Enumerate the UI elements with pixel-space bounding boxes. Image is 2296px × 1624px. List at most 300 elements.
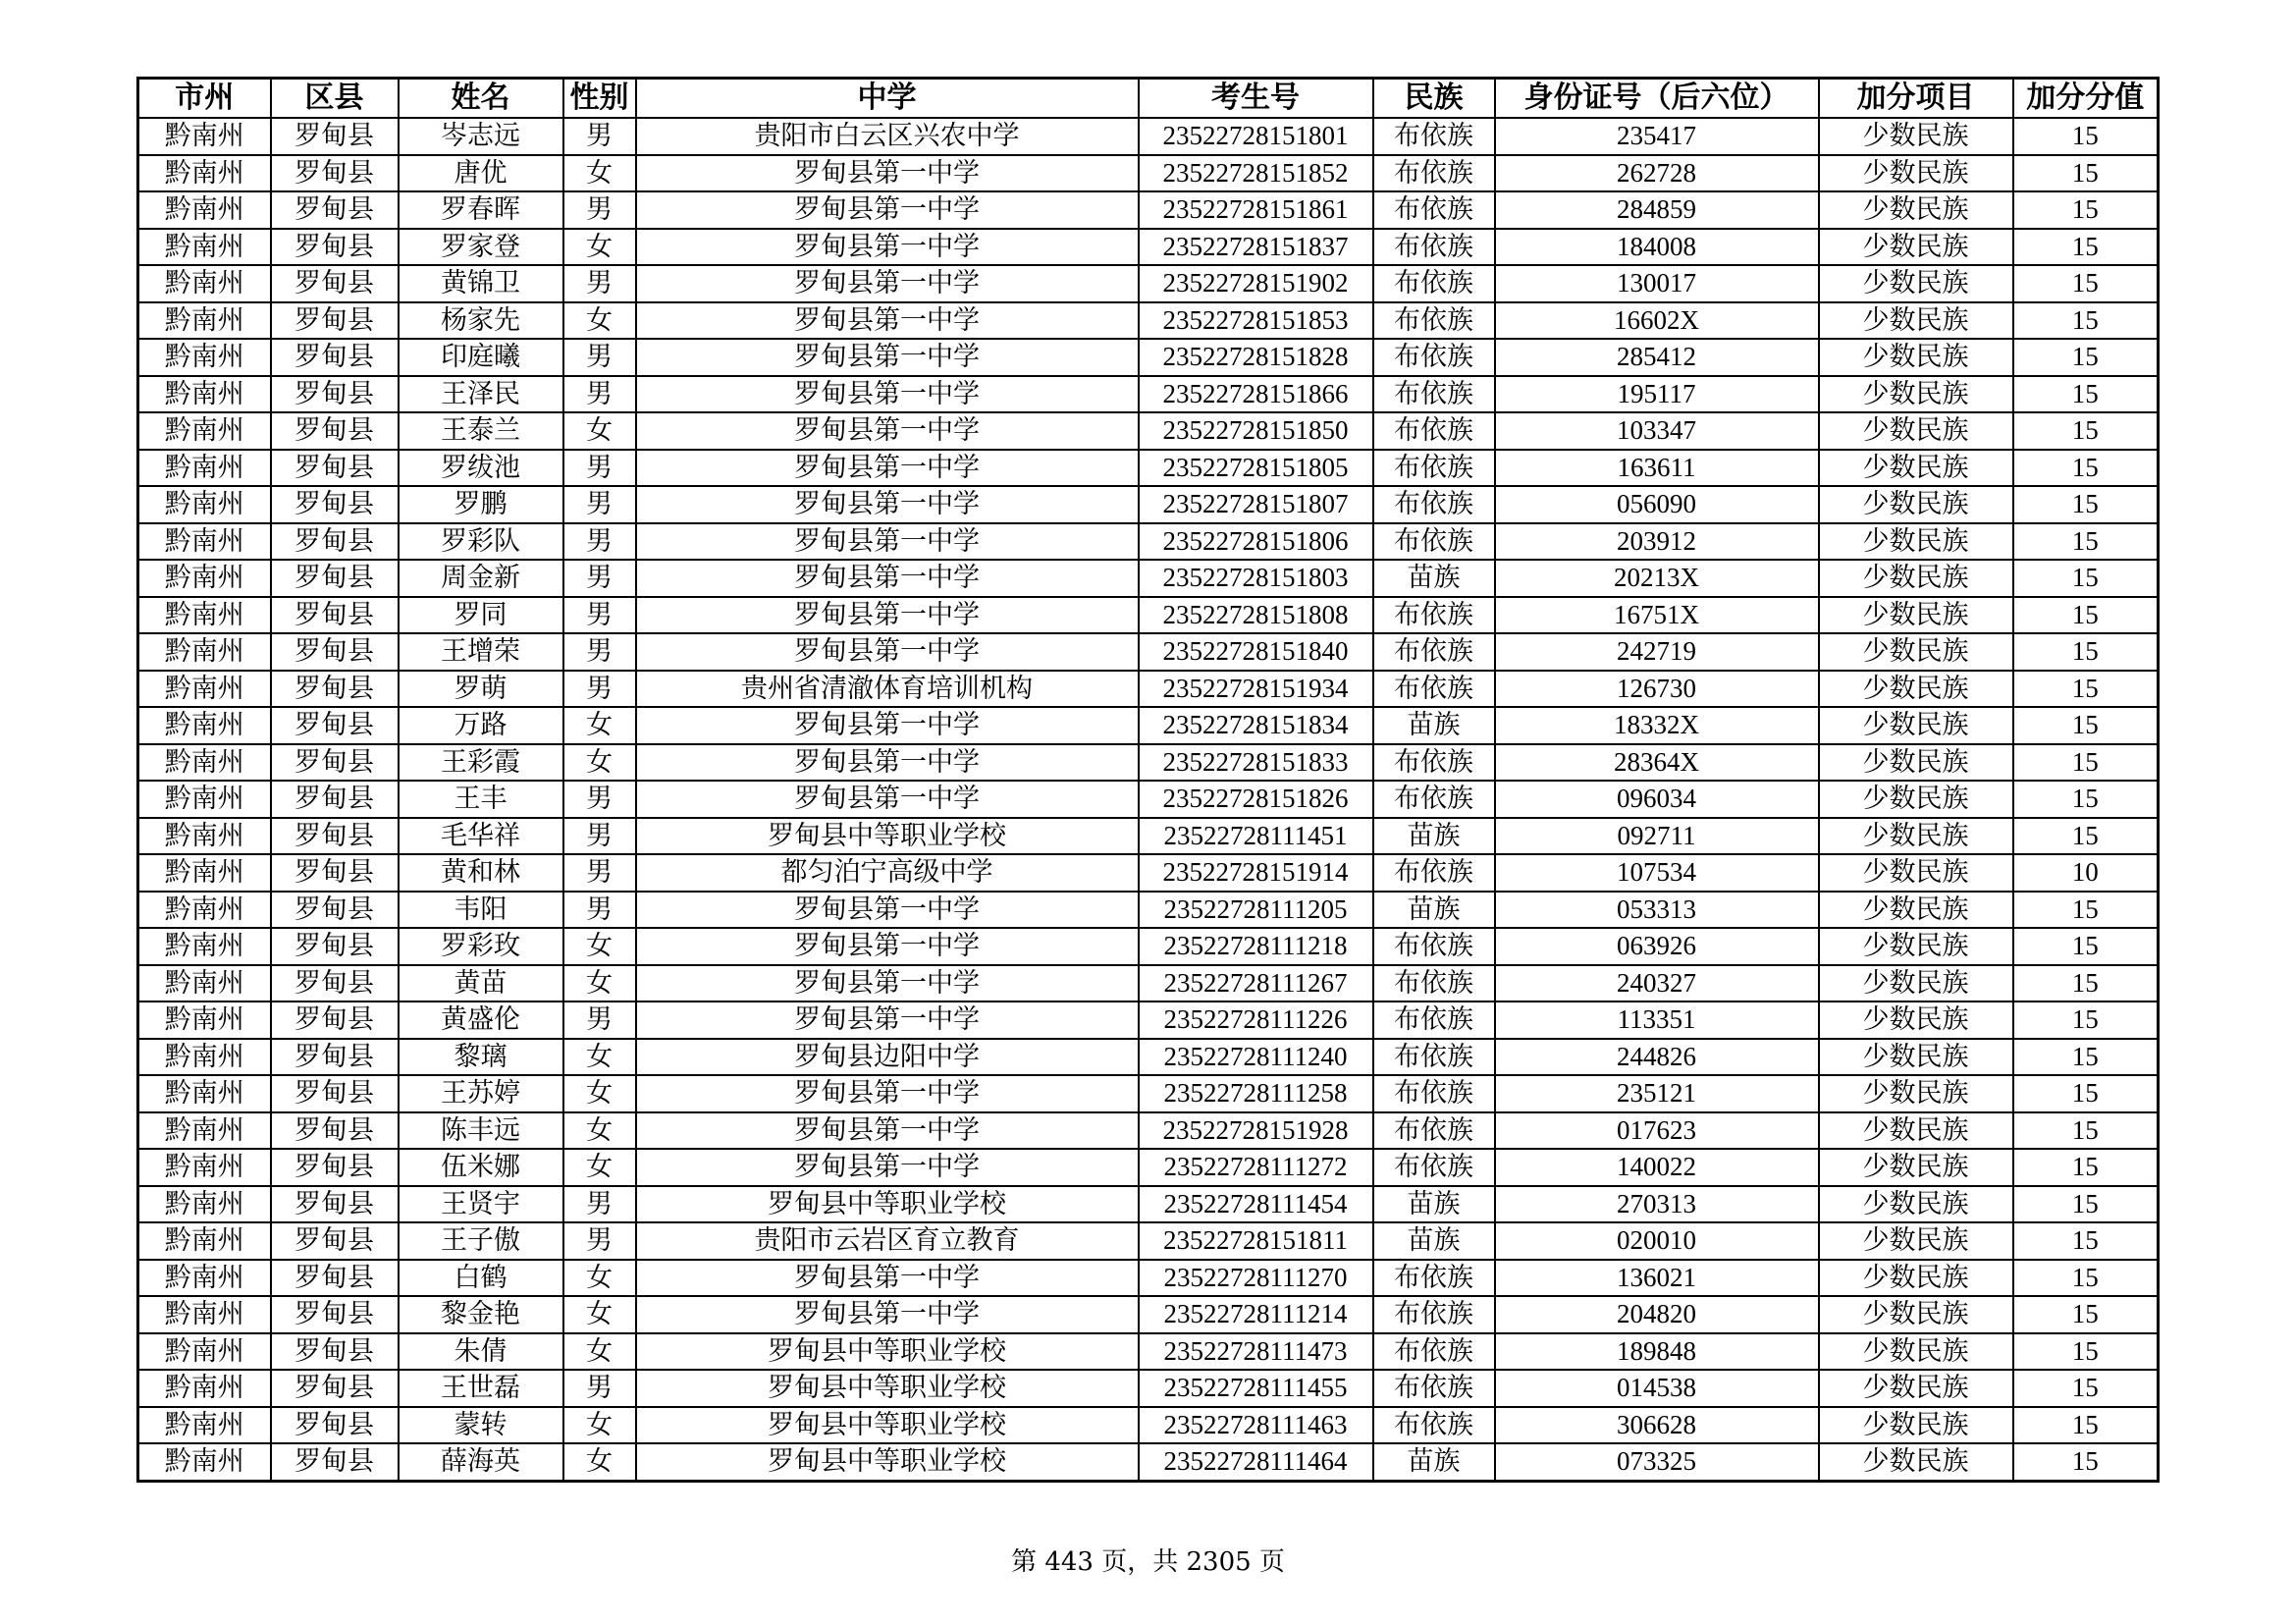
cell-id-last-six: 103347	[1495, 412, 1819, 450]
cell-city: 黔南州	[138, 854, 271, 892]
cell-bonus-item: 少数民族	[1819, 892, 2013, 929]
cell-school: 罗甸县第一中学	[636, 633, 1139, 671]
cell-bonus-item: 少数民族	[1819, 1222, 2013, 1260]
cell-bonus-points: 15	[2013, 1039, 2159, 1076]
cell-bonus-points: 15	[2013, 1333, 2159, 1371]
cell-gender: 男	[563, 191, 636, 229]
cell-name: 王世磊	[399, 1370, 563, 1407]
cell-city: 黔南州	[138, 928, 271, 965]
cell-school: 罗甸县第一中学	[636, 781, 1139, 818]
cell-name: 王贤宇	[399, 1186, 563, 1223]
cell-exam-number: 23522728111218	[1139, 928, 1373, 965]
cell-id-last-six: 195117	[1495, 376, 1819, 413]
cell-name: 陈丰远	[399, 1112, 563, 1150]
cell-name: 罗彩玫	[399, 928, 563, 965]
cell-city: 黔南州	[138, 1333, 271, 1371]
cell-school: 罗甸县第一中学	[636, 1075, 1139, 1112]
cell-bonus-item: 少数民族	[1819, 707, 2013, 744]
cell-bonus-item: 少数民族	[1819, 1407, 2013, 1444]
cell-county: 罗甸县	[271, 560, 399, 597]
cell-gender: 男	[563, 450, 636, 487]
cell-ethnicity: 布依族	[1373, 1075, 1495, 1112]
cell-city: 黔南州	[138, 1186, 271, 1223]
cell-bonus-points: 15	[2013, 523, 2159, 561]
cell-county: 罗甸县	[271, 155, 399, 192]
cell-city: 黔南州	[138, 229, 271, 266]
cell-id-last-six: 16751X	[1495, 597, 1819, 634]
cell-bonus-item: 少数民族	[1819, 781, 2013, 818]
cell-gender: 女	[563, 412, 636, 450]
cell-school: 罗甸县第一中学	[636, 450, 1139, 487]
header-bonus-points: 加分分值	[2013, 79, 2159, 119]
cell-id-last-six: 235417	[1495, 118, 1819, 155]
table-row	[138, 1296, 2159, 1333]
cell-gender: 男	[563, 523, 636, 561]
cell-exam-number: 23522728111270	[1139, 1260, 1373, 1297]
cell-gender: 女	[563, 1296, 636, 1333]
cell-city: 黔南州	[138, 1149, 271, 1186]
cell-id-last-six: 16602X	[1495, 302, 1819, 340]
cell-ethnicity: 苗族	[1373, 892, 1495, 929]
cell-id-last-six: 130017	[1495, 265, 1819, 302]
cell-school: 罗甸县第一中学	[636, 486, 1139, 523]
cell-school: 罗甸县第一中学	[636, 523, 1139, 561]
cell-name: 万路	[399, 707, 563, 744]
cell-name: 唐优	[399, 155, 563, 192]
cell-exam-number: 23522728111240	[1139, 1039, 1373, 1076]
cell-county: 罗甸县	[271, 1149, 399, 1186]
cell-bonus-item: 少数民族	[1819, 523, 2013, 561]
cell-school: 罗甸县第一中学	[636, 302, 1139, 340]
cell-id-last-six: 126730	[1495, 671, 1819, 708]
cell-bonus-item: 少数民族	[1819, 450, 2013, 487]
cell-bonus-points: 15	[2013, 744, 2159, 782]
page-footer: 第 443 页，共 2305 页	[1011, 1547, 1285, 1577]
cell-gender: 男	[563, 818, 636, 855]
cell-name: 印庭曦	[399, 339, 563, 376]
cell-school: 罗甸县第一中学	[636, 707, 1139, 744]
cell-name: 朱倩	[399, 1333, 563, 1371]
cell-name: 王苏婷	[399, 1075, 563, 1112]
cell-city: 黔南州	[138, 523, 271, 561]
cell-bonus-points: 15	[2013, 1443, 2159, 1481]
cell-gender: 女	[563, 155, 636, 192]
cell-bonus-points: 15	[2013, 450, 2159, 487]
cell-exam-number: 23522728151833	[1139, 744, 1373, 782]
cell-bonus-points: 15	[2013, 781, 2159, 818]
cell-bonus-item: 少数民族	[1819, 486, 2013, 523]
cell-name: 罗春晖	[399, 191, 563, 229]
cell-id-last-six: 262728	[1495, 155, 1819, 192]
cell-city: 黔南州	[138, 118, 271, 155]
cell-city: 黔南州	[138, 302, 271, 340]
table-row	[138, 191, 2159, 229]
cell-bonus-item: 少数民族	[1819, 229, 2013, 266]
table-row	[138, 339, 2159, 376]
cell-city: 黔南州	[138, 781, 271, 818]
cell-exam-number: 23522728151853	[1139, 302, 1373, 340]
table-row	[138, 671, 2159, 708]
cell-school: 罗甸县中等职业学校	[636, 1407, 1139, 1444]
cell-ethnicity: 布依族	[1373, 191, 1495, 229]
cell-school: 罗甸县中等职业学校	[636, 1370, 1139, 1407]
cell-county: 罗甸县	[271, 412, 399, 450]
cell-school: 罗甸县第一中学	[636, 892, 1139, 929]
cell-school: 罗甸县第一中学	[636, 1112, 1139, 1150]
cell-school: 罗甸县第一中学	[636, 597, 1139, 634]
cell-name: 王泽民	[399, 376, 563, 413]
cell-county: 罗甸县	[271, 633, 399, 671]
cell-id-last-six: 020010	[1495, 1222, 1819, 1260]
cell-name: 蒙转	[399, 1407, 563, 1444]
cell-school: 罗甸县第一中学	[636, 1260, 1139, 1297]
cell-bonus-points: 15	[2013, 560, 2159, 597]
cell-exam-number: 23522728111226	[1139, 1001, 1373, 1039]
cell-name: 罗彩队	[399, 523, 563, 561]
cell-id-last-six: 063926	[1495, 928, 1819, 965]
cell-bonus-points: 15	[2013, 892, 2159, 929]
cell-city: 黔南州	[138, 597, 271, 634]
cell-ethnicity: 布依族	[1373, 1149, 1495, 1186]
cell-bonus-item: 少数民族	[1819, 1296, 2013, 1333]
cell-bonus-points: 15	[2013, 928, 2159, 965]
cell-gender: 男	[563, 854, 636, 892]
cell-name: 黄盛伦	[399, 1001, 563, 1039]
cell-county: 罗甸县	[271, 1260, 399, 1297]
cell-bonus-item: 少数民族	[1819, 633, 2013, 671]
cell-ethnicity: 布依族	[1373, 376, 1495, 413]
table-row	[138, 1112, 2159, 1150]
cell-gender: 男	[563, 781, 636, 818]
cell-bonus-item: 少数民族	[1819, 376, 2013, 413]
table-row	[138, 1039, 2159, 1076]
cell-id-last-six: 306628	[1495, 1407, 1819, 1444]
cell-exam-number: 23522728111464	[1139, 1443, 1373, 1481]
table-row	[138, 302, 2159, 340]
cell-name: 岑志远	[399, 118, 563, 155]
cell-exam-number: 23522728151807	[1139, 486, 1373, 523]
cell-school: 罗甸县第一中学	[636, 376, 1139, 413]
cell-name: 罗家登	[399, 229, 563, 266]
cell-exam-number: 23522728151850	[1139, 412, 1373, 450]
cell-exam-number: 23522728151866	[1139, 376, 1373, 413]
cell-county: 罗甸县	[271, 1443, 399, 1481]
cell-exam-number: 23522728151801	[1139, 118, 1373, 155]
table-row	[138, 450, 2159, 487]
cell-ethnicity: 布依族	[1373, 523, 1495, 561]
table-row	[138, 1149, 2159, 1186]
header-bonus-item: 加分项目	[1819, 79, 2013, 119]
cell-name: 王泰兰	[399, 412, 563, 450]
cell-bonus-item: 少数民族	[1819, 339, 2013, 376]
cell-gender: 女	[563, 928, 636, 965]
cell-exam-number: 23522728151834	[1139, 707, 1373, 744]
cell-gender: 女	[563, 965, 636, 1002]
cell-school: 罗甸县第一中学	[636, 928, 1139, 965]
cell-name: 王彩霞	[399, 744, 563, 782]
cell-bonus-points: 15	[2013, 265, 2159, 302]
cell-id-last-six: 203912	[1495, 523, 1819, 561]
cell-ethnicity: 布依族	[1373, 1001, 1495, 1039]
cell-county: 罗甸县	[271, 302, 399, 340]
table-row	[138, 1407, 2159, 1444]
cell-id-last-six: 096034	[1495, 781, 1819, 818]
cell-city: 黔南州	[138, 1407, 271, 1444]
cell-ethnicity: 布依族	[1373, 1039, 1495, 1076]
cell-gender: 女	[563, 1075, 636, 1112]
cell-gender: 女	[563, 229, 636, 266]
cell-city: 黔南州	[138, 1001, 271, 1039]
cell-school: 罗甸县第一中学	[636, 339, 1139, 376]
cell-bonus-item: 少数民族	[1819, 928, 2013, 965]
cell-id-last-six: 184008	[1495, 229, 1819, 266]
cell-school: 罗甸县第一中学	[636, 560, 1139, 597]
cell-gender: 男	[563, 597, 636, 634]
cell-city: 黔南州	[138, 191, 271, 229]
table-row	[138, 155, 2159, 192]
cell-city: 黔南州	[138, 1112, 271, 1150]
cell-county: 罗甸县	[271, 376, 399, 413]
table-row	[138, 707, 2159, 744]
cell-county: 罗甸县	[271, 339, 399, 376]
cell-school: 罗甸县第一中学	[636, 1296, 1139, 1333]
cell-ethnicity: 布依族	[1373, 229, 1495, 266]
cell-gender: 女	[563, 1112, 636, 1150]
table-row	[138, 523, 2159, 561]
cell-bonus-item: 少数民族	[1819, 560, 2013, 597]
cell-county: 罗甸县	[271, 707, 399, 744]
table-row	[138, 1186, 2159, 1223]
cell-exam-number: 23522728151806	[1139, 523, 1373, 561]
cell-school: 贵阳市白云区兴农中学	[636, 118, 1139, 155]
cell-exam-number: 23522728111454	[1139, 1186, 1373, 1223]
cell-ethnicity: 布依族	[1373, 486, 1495, 523]
table-row	[138, 1333, 2159, 1371]
cell-ethnicity: 布依族	[1373, 744, 1495, 782]
cell-city: 黔南州	[138, 744, 271, 782]
cell-id-last-six: 235121	[1495, 1075, 1819, 1112]
table-row	[138, 376, 2159, 413]
cell-name: 周金新	[399, 560, 563, 597]
cell-id-last-six: 017623	[1495, 1112, 1819, 1150]
cell-county: 罗甸县	[271, 118, 399, 155]
cell-ethnicity: 布依族	[1373, 155, 1495, 192]
table-row	[138, 892, 2159, 929]
cell-name: 黎金艳	[399, 1296, 563, 1333]
cell-county: 罗甸县	[271, 1075, 399, 1112]
cell-bonus-points: 15	[2013, 1001, 2159, 1039]
table-row	[138, 265, 2159, 302]
cell-county: 罗甸县	[271, 1186, 399, 1223]
cell-school: 罗甸县中等职业学校	[636, 1333, 1139, 1371]
cell-bonus-item: 少数民族	[1819, 1001, 2013, 1039]
cell-county: 罗甸县	[271, 1039, 399, 1076]
cell-exam-number: 23522728111451	[1139, 818, 1373, 855]
cell-gender: 男	[563, 486, 636, 523]
cell-city: 黔南州	[138, 1222, 271, 1260]
cell-bonus-points: 15	[2013, 1370, 2159, 1407]
table-row	[138, 965, 2159, 1002]
cell-city: 黔南州	[138, 633, 271, 671]
cell-ethnicity: 布依族	[1373, 1333, 1495, 1371]
cell-gender: 男	[563, 1222, 636, 1260]
cell-bonus-points: 10	[2013, 854, 2159, 892]
cell-name: 黄锦卫	[399, 265, 563, 302]
table-row	[138, 1075, 2159, 1112]
cell-city: 黔南州	[138, 965, 271, 1002]
table-row	[138, 928, 2159, 965]
cell-gender: 女	[563, 1260, 636, 1297]
cell-id-last-six: 28364X	[1495, 744, 1819, 782]
cell-city: 黔南州	[138, 1443, 271, 1481]
cell-ethnicity: 布依族	[1373, 1260, 1495, 1297]
cell-ethnicity: 布依族	[1373, 928, 1495, 965]
cell-gender: 男	[563, 376, 636, 413]
cell-bonus-points: 15	[2013, 1407, 2159, 1444]
cell-name: 薛海英	[399, 1443, 563, 1481]
cell-exam-number: 23522728151902	[1139, 265, 1373, 302]
cell-ethnicity: 布依族	[1373, 781, 1495, 818]
cell-ethnicity: 布依族	[1373, 633, 1495, 671]
cell-ethnicity: 布依族	[1373, 412, 1495, 450]
cell-gender: 男	[563, 892, 636, 929]
cell-county: 罗甸县	[271, 1222, 399, 1260]
cell-bonus-points: 15	[2013, 155, 2159, 192]
cell-county: 罗甸县	[271, 1112, 399, 1150]
cell-school: 罗甸县中等职业学校	[636, 818, 1139, 855]
cell-ethnicity: 布依族	[1373, 1407, 1495, 1444]
cell-exam-number: 23522728151928	[1139, 1112, 1373, 1150]
cell-city: 黔南州	[138, 1370, 271, 1407]
cell-gender: 男	[563, 671, 636, 708]
cell-id-last-six: 053313	[1495, 892, 1819, 929]
cell-exam-number: 23522728111258	[1139, 1075, 1373, 1112]
cell-name: 毛华祥	[399, 818, 563, 855]
cell-bonus-points: 15	[2013, 818, 2159, 855]
cell-county: 罗甸县	[271, 892, 399, 929]
cell-id-last-six: 284859	[1495, 191, 1819, 229]
cell-gender: 女	[563, 1039, 636, 1076]
table-row	[138, 1443, 2159, 1481]
cell-exam-number: 23522728111272	[1139, 1149, 1373, 1186]
table-row	[138, 412, 2159, 450]
cell-bonus-points: 15	[2013, 965, 2159, 1002]
cell-id-last-six: 270313	[1495, 1186, 1819, 1223]
table-row	[138, 781, 2159, 818]
cell-bonus-points: 15	[2013, 1186, 2159, 1223]
cell-county: 罗甸县	[271, 965, 399, 1002]
cell-gender: 男	[563, 1001, 636, 1039]
cell-school: 罗甸县第一中学	[636, 229, 1139, 266]
cell-id-last-six: 140022	[1495, 1149, 1819, 1186]
cell-gender: 女	[563, 707, 636, 744]
cell-exam-number: 23522728151826	[1139, 781, 1373, 818]
cell-bonus-points: 15	[2013, 376, 2159, 413]
cell-city: 黔南州	[138, 892, 271, 929]
header-name: 姓名	[399, 79, 563, 119]
table-row	[138, 560, 2159, 597]
cell-gender: 女	[563, 744, 636, 782]
cell-gender: 男	[563, 339, 636, 376]
cell-gender: 男	[563, 633, 636, 671]
cell-county: 罗甸县	[271, 1370, 399, 1407]
table-row	[138, 1222, 2159, 1260]
cell-bonus-points: 15	[2013, 1260, 2159, 1297]
cell-school: 贵州省清澈体育培训机构	[636, 671, 1139, 708]
table-row	[138, 597, 2159, 634]
admission-bonus-table	[136, 77, 2160, 1483]
table-row	[138, 854, 2159, 892]
cell-ethnicity: 布依族	[1373, 1370, 1495, 1407]
table-row	[138, 744, 2159, 782]
cell-gender: 女	[563, 302, 636, 340]
cell-school: 罗甸县边阳中学	[636, 1039, 1139, 1076]
cell-exam-number: 23522728111267	[1139, 965, 1373, 1002]
cell-county: 罗甸县	[271, 744, 399, 782]
cell-exam-number: 23522728151852	[1139, 155, 1373, 192]
cell-city: 黔南州	[138, 265, 271, 302]
cell-bonus-item: 少数民族	[1819, 265, 2013, 302]
cell-city: 黔南州	[138, 1296, 271, 1333]
cell-gender: 男	[563, 1186, 636, 1223]
cell-city: 黔南州	[138, 1075, 271, 1112]
cell-id-last-six: 014538	[1495, 1370, 1819, 1407]
cell-id-last-six: 092711	[1495, 818, 1819, 855]
cell-bonus-points: 15	[2013, 1222, 2159, 1260]
table-body	[138, 118, 2159, 1481]
cell-school: 罗甸县第一中学	[636, 1001, 1139, 1039]
cell-bonus-points: 15	[2013, 1296, 2159, 1333]
cell-school: 罗甸县第一中学	[636, 265, 1139, 302]
cell-id-last-six: 242719	[1495, 633, 1819, 671]
cell-city: 黔南州	[138, 1039, 271, 1076]
table-row	[138, 1260, 2159, 1297]
cell-bonus-item: 少数民族	[1819, 191, 2013, 229]
cell-bonus-item: 少数民族	[1819, 744, 2013, 782]
header-county: 区县	[271, 79, 399, 119]
cell-id-last-six: 240327	[1495, 965, 1819, 1002]
cell-city: 黔南州	[138, 486, 271, 523]
cell-gender: 女	[563, 1333, 636, 1371]
cell-city: 黔南州	[138, 339, 271, 376]
cell-exam-number: 23522728151803	[1139, 560, 1373, 597]
cell-bonus-item: 少数民族	[1819, 1443, 2013, 1481]
cell-id-last-six: 244826	[1495, 1039, 1819, 1076]
cell-county: 罗甸县	[271, 854, 399, 892]
cell-ethnicity: 布依族	[1373, 854, 1495, 892]
cell-ethnicity: 苗族	[1373, 1186, 1495, 1223]
table-row	[138, 229, 2159, 266]
cell-county: 罗甸县	[271, 523, 399, 561]
header-id-last-six: 身份证号（后六位）	[1495, 79, 1819, 119]
table-row	[138, 818, 2159, 855]
cell-id-last-six: 073325	[1495, 1443, 1819, 1481]
cell-ethnicity: 布依族	[1373, 1296, 1495, 1333]
cell-county: 罗甸县	[271, 1407, 399, 1444]
cell-county: 罗甸县	[271, 1333, 399, 1371]
cell-id-last-six: 204820	[1495, 1296, 1819, 1333]
cell-ethnicity: 布依族	[1373, 965, 1495, 1002]
cell-gender: 女	[563, 1407, 636, 1444]
cell-name: 王子傲	[399, 1222, 563, 1260]
cell-ethnicity: 布依族	[1373, 118, 1495, 155]
cell-bonus-points: 15	[2013, 486, 2159, 523]
cell-ethnicity: 苗族	[1373, 1443, 1495, 1481]
cell-city: 黔南州	[138, 155, 271, 192]
cell-name: 黄苗	[399, 965, 563, 1002]
cell-ethnicity: 苗族	[1373, 818, 1495, 855]
cell-exam-number: 23522728151934	[1139, 671, 1373, 708]
